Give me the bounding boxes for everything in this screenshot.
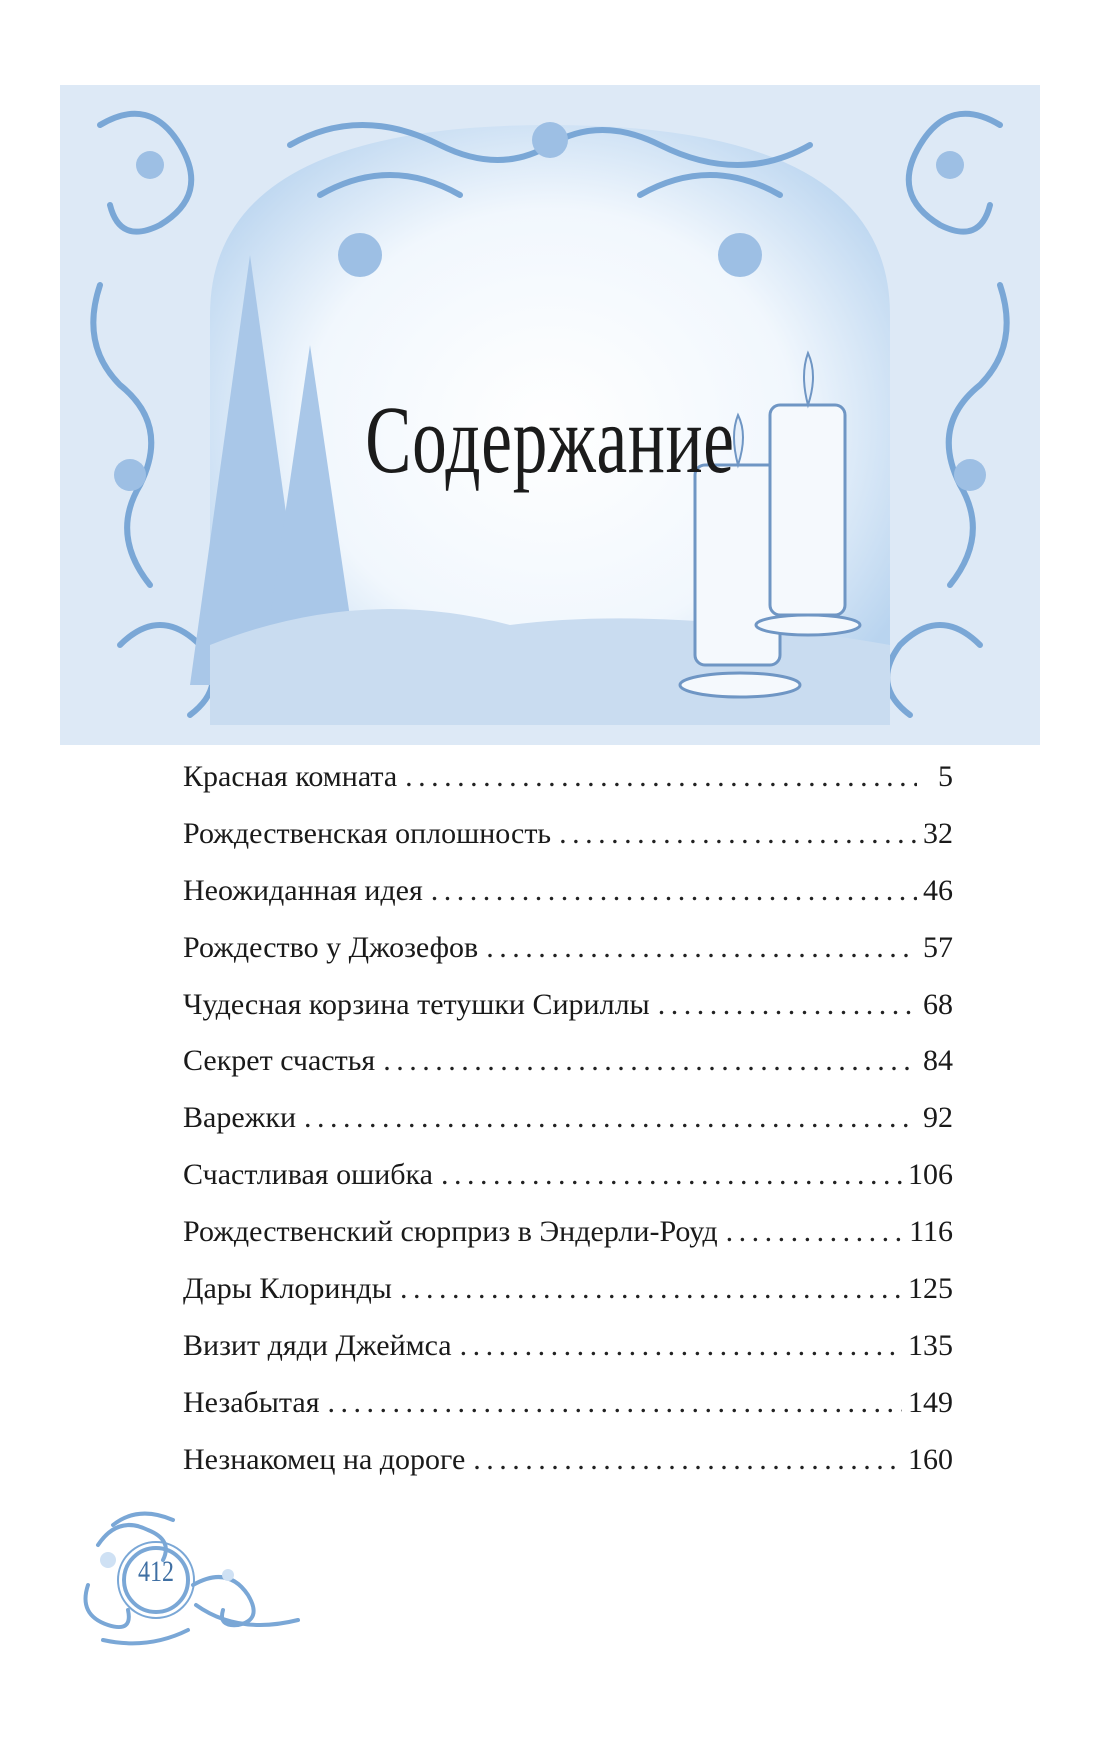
toc-entry-title: Незабытая bbox=[183, 1385, 320, 1419]
toc-entry-title: Визит дяди Джеймса bbox=[183, 1328, 452, 1362]
dot-leader bbox=[405, 760, 917, 794]
toc-entry-page: 160 bbox=[908, 1442, 953, 1476]
toc-entry-page: 149 bbox=[908, 1385, 953, 1419]
toc-entry-page: 92 bbox=[923, 1101, 953, 1135]
toc-entry-page: 5 bbox=[938, 760, 953, 793]
dot-leader bbox=[473, 1443, 902, 1477]
toc-entry[interactable] bbox=[183, 1044, 953, 1101]
toc-entry[interactable] bbox=[183, 817, 953, 874]
toc-entry[interactable] bbox=[183, 760, 953, 817]
dot-leader bbox=[441, 1158, 902, 1192]
dot-leader bbox=[559, 817, 917, 851]
toc-entry[interactable] bbox=[183, 1443, 953, 1500]
toc-entry-page: 116 bbox=[909, 1215, 953, 1249]
toc-entry-title: Рождественская оплошность bbox=[183, 816, 552, 850]
dot-leader bbox=[658, 988, 917, 1022]
toc-entry-page: 125 bbox=[908, 1272, 953, 1306]
toc-entry[interactable] bbox=[183, 1386, 953, 1443]
toc-entry[interactable] bbox=[183, 1101, 953, 1158]
dot-leader bbox=[400, 1272, 902, 1306]
toc-entry-title: Чудесная корзина тетушки Сириллы bbox=[183, 987, 650, 1021]
toc-entry[interactable] bbox=[183, 988, 953, 1045]
toc-entry[interactable] bbox=[183, 931, 953, 988]
toc-entry-page: 57 bbox=[923, 930, 953, 964]
toc-entry-page: 84 bbox=[923, 1044, 953, 1078]
dot-leader bbox=[486, 931, 917, 965]
table-of-contents bbox=[183, 760, 953, 1500]
toc-entry-page: 32 bbox=[923, 816, 953, 850]
toc-entry-title: Варежки bbox=[183, 1101, 296, 1135]
toc-entry-title: Неожиданная идея bbox=[183, 873, 423, 907]
page-number: 412 bbox=[138, 1555, 174, 1588]
toc-entry-page: 46 bbox=[923, 873, 953, 907]
toc-entry-title: Рождество у Джозефов bbox=[183, 930, 479, 964]
dot-leader bbox=[460, 1329, 902, 1363]
toc-entry-page: 135 bbox=[908, 1328, 953, 1362]
toc-entry[interactable] bbox=[183, 1329, 953, 1386]
toc-entry[interactable] bbox=[183, 874, 953, 931]
toc-entry-page: 68 bbox=[923, 987, 953, 1021]
toc-entry-title: Красная комната bbox=[183, 760, 398, 793]
toc-entry-title: Секрет счастья bbox=[183, 1044, 376, 1078]
toc-entry-title: Дары Клоринды bbox=[183, 1272, 392, 1306]
toc-entry[interactable] bbox=[183, 1215, 953, 1272]
toc-entry[interactable] bbox=[183, 1272, 953, 1329]
dot-leader bbox=[726, 1215, 904, 1249]
toc-entry-page: 106 bbox=[908, 1158, 953, 1192]
swirl-ornament-icon bbox=[78, 1505, 308, 1655]
dot-leader bbox=[304, 1101, 917, 1135]
dot-leader bbox=[328, 1386, 902, 1420]
dot-leader bbox=[431, 874, 917, 908]
toc-entry-title: Незнакомец на дороге bbox=[183, 1442, 466, 1476]
toc-entry[interactable] bbox=[183, 1158, 953, 1215]
dot-leader bbox=[383, 1044, 917, 1078]
page-title: Содержание bbox=[365, 386, 735, 493]
toc-entry-title: Рождественский сюрприз в Эндерли-Роуд bbox=[183, 1215, 718, 1249]
toc-entry-title: Счастливая ошибка bbox=[183, 1158, 433, 1192]
